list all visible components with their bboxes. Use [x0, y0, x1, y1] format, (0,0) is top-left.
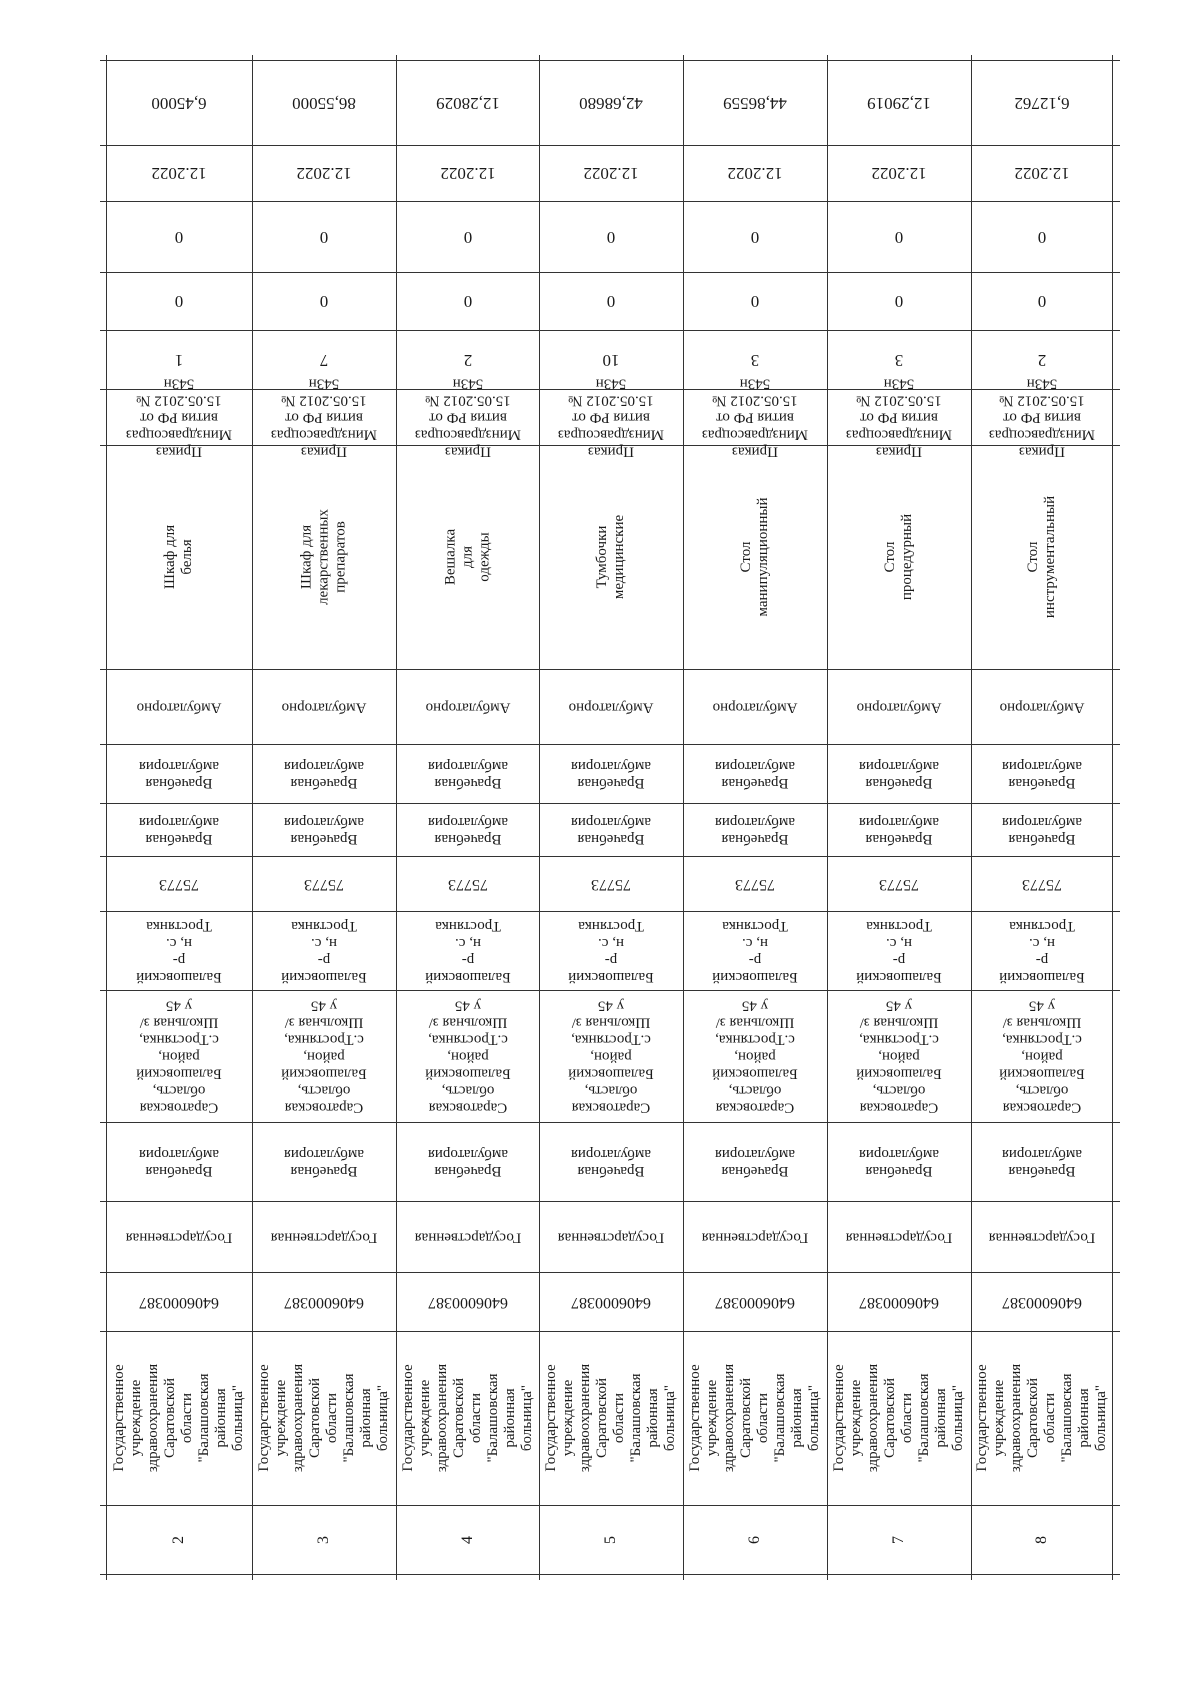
- cell-text-code: 6406000387: [284, 1293, 364, 1311]
- table-cell-equipment: [684, 445, 826, 669]
- table-cell-date: [253, 145, 395, 201]
- table-cell-postcode: [107, 856, 251, 911]
- cell-text-order: Приказ Минздравсоцраз вития РФ от 15.05.2012 № 543н: [270, 375, 378, 460]
- cell-text-institution: Государственное учреждение здравоохранения Саратовской области "Балашовская районная больница": [543, 1363, 678, 1473]
- table-cell-locality: [107, 911, 251, 990]
- table-cell-code: [397, 1272, 538, 1331]
- table-cell-care: [540, 669, 682, 744]
- cell-text-v1: 0: [1037, 292, 1046, 311]
- cell-text-address: Саратовская область, Балашовский район, с.Тростянка, Школьная з/у 45: [998, 997, 1085, 1116]
- cell-text-locality: Балашовский р- н, с. Тростянка: [856, 917, 942, 985]
- cell-text-type: Врачебная амбулатория: [714, 1145, 796, 1179]
- cell-text-address: Саратовская область, Балашовский район, с.Тростянка, Школьная з/у 45: [424, 997, 511, 1116]
- table-cell-ownership: [684, 1201, 826, 1272]
- table-cell-num: [684, 1505, 826, 1574]
- table-cell-type: [397, 1122, 538, 1201]
- cell-text-code: 6406000387: [859, 1293, 939, 1311]
- cell-text-postcode: 75773: [735, 875, 775, 893]
- cell-text-v1: 0: [463, 292, 472, 311]
- cell-text-v2: 0: [606, 227, 616, 247]
- cell-text-order: Приказ Минздравсоцраз вития РФ от 15.05.2012 № 543н: [557, 375, 665, 460]
- table-cell-order: [540, 375, 682, 460]
- table-cell-institution: [972, 1331, 1111, 1505]
- table-row: [684, 60, 826, 1574]
- cell-text-v2: 0: [894, 227, 904, 247]
- cell-text-num: 3: [315, 1535, 332, 1544]
- table-row: [540, 60, 682, 1574]
- cell-text-address: Саратовская область, Балашовский район, с.Тростянка, Школьная з/у 45: [281, 997, 367, 1116]
- cell-text-postcode: 75773: [159, 875, 199, 893]
- table-row: [253, 60, 395, 1574]
- cell-text-care: Амбулаторно: [856, 699, 942, 715]
- table-cell-v1: [684, 272, 826, 330]
- cell-text-subdivision2: Врачебная амбулатория: [570, 757, 652, 791]
- table-cell-v2: [253, 201, 395, 272]
- table-cell-address: [972, 990, 1111, 1122]
- cell-text-v2: 0: [750, 227, 760, 247]
- cell-text-institution: Государственное учреждение здравоохранения Саратовской области "Балашовская районная больница": [687, 1363, 822, 1473]
- table-cell-locality: [972, 911, 1111, 990]
- cell-text-subdivision1: Врачебная амбулатория: [570, 813, 652, 847]
- table-cell-subdivision2: [540, 744, 682, 803]
- table-cell-postcode: [972, 856, 1111, 911]
- cell-text-ownership: Государственная: [270, 1229, 378, 1245]
- table-cell-code: [253, 1272, 395, 1331]
- cell-text-qty: 3: [894, 350, 904, 370]
- table-cell-v2: [397, 201, 538, 272]
- cell-text-care: Амбулаторно: [425, 699, 510, 715]
- cell-text-care: Амбулаторно: [568, 699, 654, 715]
- cell-text-institution: Государственное учреждение здравоохранения Саратовской области "Балашовская районная больница": [831, 1363, 966, 1473]
- cell-text-postcode: 75773: [879, 875, 919, 893]
- cell-text-code: 6406000387: [427, 1293, 508, 1311]
- cell-text-equipment: Стол манипуляционный: [738, 497, 771, 617]
- table-cell-code: [540, 1272, 682, 1331]
- cell-text-equipment: Стол инструментальный: [1024, 495, 1058, 619]
- cell-text-code: 6406000387: [571, 1293, 651, 1311]
- cell-text-locality: Балашовский р- н, с. Тростянка: [136, 917, 222, 985]
- table-cell-care: [684, 669, 826, 744]
- table-row: [397, 60, 538, 1574]
- cell-text-subdivision2: Врачебная амбулатория: [138, 757, 220, 791]
- cell-text-sum: 12,29019: [867, 93, 931, 113]
- cell-text-equipment: Шкаф для лекарственных препаратов: [298, 509, 349, 605]
- table-cell-postcode: [684, 856, 826, 911]
- cell-text-date: 12.2022: [439, 164, 496, 183]
- cell-text-equipment: Стол процедурный: [882, 513, 915, 601]
- cell-text-sum: 6,45000: [151, 93, 207, 113]
- table-cell-v2: [684, 201, 826, 272]
- table-cell-v1: [397, 272, 538, 330]
- cell-text-care: Амбулаторно: [281, 699, 367, 715]
- table-cell-care: [397, 669, 538, 744]
- table-cell-address: [684, 990, 826, 1122]
- cell-text-postcode: 75773: [304, 875, 344, 893]
- cell-text-qty: 7: [319, 350, 329, 370]
- cell-text-subdivision1: Врачебная амбулатория: [858, 813, 940, 847]
- table-cell-ownership: [107, 1201, 251, 1272]
- cell-text-order: Приказ Минздравсоцраз вития РФ от 15.05.2012 № 543н: [701, 375, 809, 460]
- cell-text-locality: Балашовский р- н, с. Тростянка: [424, 917, 511, 985]
- cell-text-subdivision1: Врачебная амбулатория: [283, 813, 365, 847]
- table-cell-equipment: [397, 445, 538, 669]
- table-cell-date: [684, 145, 826, 201]
- table-cell-subdivision2: [972, 744, 1111, 803]
- table-cell-ownership: [828, 1201, 970, 1272]
- table-cell-care: [107, 669, 251, 744]
- cell-text-institution: Государственное учреждение здравоохранения Саратовской области "Балашовская районная больница": [111, 1363, 246, 1473]
- table-cell-num: [540, 1505, 682, 1574]
- table-cell-sum: [972, 60, 1111, 145]
- table-cell-ownership: [540, 1201, 682, 1272]
- cell-text-ownership: Государственная: [557, 1229, 665, 1245]
- table-cell-subdivision1: [828, 803, 970, 856]
- table-cell-subdivision2: [684, 744, 826, 803]
- table-cell-ownership: [253, 1201, 395, 1272]
- cell-text-locality: Балашовский р- н, с. Тростянка: [998, 917, 1085, 985]
- cell-text-qty: 3: [750, 350, 760, 370]
- cell-text-num: 2: [170, 1535, 187, 1544]
- cell-text-type: Врачебная амбулатория: [1001, 1145, 1082, 1179]
- cell-text-locality: Балашовский р- н, с. Тростянка: [568, 917, 654, 985]
- table-cell-locality: [684, 911, 826, 990]
- cell-text-address: Саратовская область, Балашовский район, с.Тростянка, Школьная з/у 45: [568, 997, 654, 1116]
- table-cell-address: [540, 990, 682, 1122]
- table-cell-equipment: [972, 445, 1111, 669]
- cell-text-subdivision2: Врачебная амбулатория: [283, 757, 365, 791]
- table-cell-postcode: [540, 856, 682, 911]
- table-cell-subdivision2: [107, 744, 251, 803]
- table-cell-date: [828, 145, 970, 201]
- cell-text-care: Амбулаторно: [136, 699, 222, 715]
- table-cell-institution: [253, 1331, 395, 1505]
- table-cell-subdivision1: [397, 803, 538, 856]
- cell-text-subdivision1: Врачебная амбулатория: [1001, 813, 1082, 847]
- table-cell-v2: [540, 201, 682, 272]
- cell-text-qty: 10: [602, 350, 620, 370]
- table-cell-sum: [540, 60, 682, 145]
- cell-text-type: Врачебная амбулатория: [138, 1145, 220, 1179]
- cell-text-address: Саратовская область, Балашовский район, с.Тростянка, Школьная з/у 45: [712, 997, 798, 1116]
- table-grid-line: [1112, 55, 1113, 1580]
- table-cell-order: [107, 375, 251, 460]
- table-cell-num: [397, 1505, 538, 1574]
- cell-text-address: Саратовская область, Балашовский район, с.Тростянка, Школьная з/у 45: [856, 997, 942, 1116]
- table-cell-locality: [828, 911, 970, 990]
- cell-text-postcode: 75773: [447, 875, 488, 893]
- table-cell-care: [253, 669, 395, 744]
- cell-text-care: Амбулаторно: [999, 699, 1084, 715]
- cell-text-num: 7: [890, 1535, 907, 1544]
- cell-text-ownership: Государственная: [988, 1229, 1095, 1245]
- cell-text-v1: 0: [319, 292, 329, 311]
- cell-text-locality: Балашовский р- н, с. Тростянка: [281, 917, 367, 985]
- cell-text-sum: 44,86559: [723, 93, 787, 113]
- table-cell-subdivision1: [972, 803, 1111, 856]
- table-cell-num: [828, 1505, 970, 1574]
- cell-text-equipment: Тумбочки медицинские: [594, 514, 627, 600]
- cell-text-subdivision1: Врачебная амбулатория: [714, 813, 796, 847]
- table-cell-date: [107, 145, 251, 201]
- table-cell-code: [107, 1272, 251, 1331]
- table-cell-equipment: [540, 445, 682, 669]
- table-row: [828, 60, 970, 1574]
- table-cell-equipment: [107, 445, 251, 669]
- cell-text-type: Врачебная амбулатория: [858, 1145, 940, 1179]
- table-cell-institution: [107, 1331, 251, 1505]
- table-cell-ownership: [397, 1201, 538, 1272]
- cell-text-qty: 2: [1037, 350, 1046, 370]
- cell-text-v1: 0: [894, 292, 904, 311]
- cell-text-v1: 0: [606, 292, 616, 311]
- cell-text-institution: Государственное учреждение здравоохранения Саратовской области "Балашовская районная больница": [399, 1363, 535, 1473]
- table-cell-sum: [253, 60, 395, 145]
- table-cell-v2: [107, 201, 251, 272]
- table-cell-order: [828, 375, 970, 460]
- table-cell-postcode: [253, 856, 395, 911]
- cell-text-subdivision2: Врачебная амбулатория: [427, 757, 508, 791]
- cell-text-order: Приказ Минздравсоцраз вития РФ от 15.05.2012 № 543н: [414, 375, 521, 460]
- table-cell-date: [972, 145, 1111, 201]
- cell-text-type: Врачебная амбулатория: [283, 1145, 365, 1179]
- cell-text-v1: 0: [174, 292, 184, 311]
- cell-text-num: 6: [746, 1535, 763, 1544]
- table-row: [107, 60, 251, 1574]
- cell-text-locality: Балашовский р- н, с. Тростянка: [712, 917, 798, 985]
- table-cell-v1: [540, 272, 682, 330]
- table-cell-code: [828, 1272, 970, 1331]
- table-cell-v2: [972, 201, 1111, 272]
- table-cell-type: [107, 1122, 251, 1201]
- table-cell-institution: [397, 1331, 538, 1505]
- cell-text-num: 8: [1032, 1535, 1050, 1544]
- cell-text-ownership: Государственная: [125, 1229, 233, 1245]
- table-cell-subdivision2: [397, 744, 538, 803]
- table-cell-equipment: [253, 445, 395, 669]
- cell-text-v1: 0: [750, 292, 760, 311]
- table-cell-v1: [828, 272, 970, 330]
- table-cell-subdivision1: [253, 803, 395, 856]
- cell-text-v2: 0: [463, 227, 472, 247]
- table-cell-sum: [684, 60, 826, 145]
- cell-text-ownership: Государственная: [845, 1229, 953, 1245]
- table-cell-sum: [828, 60, 970, 145]
- cell-text-subdivision1: Врачебная амбулатория: [427, 813, 508, 847]
- cell-text-code: 6406000387: [139, 1293, 219, 1311]
- table-cell-subdivision2: [828, 744, 970, 803]
- table-cell-order: [684, 375, 826, 460]
- table-cell-subdivision2: [253, 744, 395, 803]
- cell-text-date: 12.2022: [296, 164, 352, 183]
- table-cell-order: [972, 375, 1111, 460]
- cell-text-v2: 0: [174, 227, 184, 247]
- table-cell-type: [684, 1122, 826, 1201]
- cell-text-equipment: Шкаф для белья: [162, 524, 195, 590]
- table-cell-care: [972, 669, 1111, 744]
- cell-text-num: 5: [602, 1535, 619, 1544]
- table-cell-subdivision1: [684, 803, 826, 856]
- cell-text-ownership: Государственная: [414, 1229, 521, 1245]
- table-row: [972, 60, 1111, 1574]
- table-cell-v1: [972, 272, 1111, 330]
- table-cell-postcode: [828, 856, 970, 911]
- cell-text-date: 12.2022: [1013, 164, 1070, 183]
- table-cell-num: [107, 1505, 251, 1574]
- cell-text-type: Врачебная амбулатория: [427, 1145, 508, 1179]
- cell-text-address: Саратовская область, Балашовский район, с.Тростянка, Школьная з/у 45: [136, 997, 222, 1116]
- cell-text-type: Врачебная амбулатория: [570, 1145, 652, 1179]
- cell-text-code: 6406000387: [715, 1293, 795, 1311]
- cell-text-sum: 86,55000: [292, 93, 356, 113]
- cell-text-date: 12.2022: [727, 164, 783, 183]
- cell-text-institution: Государственное учреждение здравоохранения Саратовской области "Балашовская районная больница": [973, 1363, 1109, 1473]
- cell-text-order: Приказ Минздравсоцраз вития РФ от 15.05.2012 № 543н: [988, 375, 1095, 460]
- table-cell-institution: [540, 1331, 682, 1505]
- table-cell-order: [253, 375, 395, 460]
- cell-text-date: 12.2022: [151, 164, 207, 183]
- table-cell-institution: [684, 1331, 826, 1505]
- cell-text-equipment: Вешалка для одежды: [442, 528, 492, 586]
- table-cell-address: [107, 990, 251, 1122]
- table-cell-institution: [828, 1331, 970, 1505]
- cell-text-postcode: 75773: [591, 875, 631, 893]
- table-cell-sum: [107, 60, 251, 145]
- cell-text-sum: 6,12762: [1013, 93, 1070, 113]
- table-cell-date: [397, 145, 538, 201]
- cell-text-ownership: Государственная: [701, 1229, 809, 1245]
- table-cell-subdivision1: [540, 803, 682, 856]
- cell-text-subdivision2: Врачебная амбулатория: [714, 757, 796, 791]
- table-cell-num: [972, 1505, 1111, 1574]
- table-grid-line: [100, 1574, 1120, 1575]
- table-cell-type: [828, 1122, 970, 1201]
- cell-text-subdivision1: Врачебная амбулатория: [138, 813, 220, 847]
- cell-text-qty: 2: [463, 350, 472, 370]
- cell-text-sum: 42,68680: [579, 93, 643, 113]
- table-cell-address: [397, 990, 538, 1122]
- table-cell-type: [253, 1122, 395, 1201]
- table-cell-ownership: [972, 1201, 1111, 1272]
- table-cell-equipment: [828, 445, 970, 669]
- table-cell-locality: [253, 911, 395, 990]
- cell-text-order: Приказ Минздравсоцраз вития РФ от 15.05.2012 № 543н: [125, 375, 233, 460]
- table-cell-v1: [107, 272, 251, 330]
- table-cell-locality: [540, 911, 682, 990]
- table-cell-code: [972, 1272, 1111, 1331]
- cell-text-care: Амбулаторно: [712, 699, 798, 715]
- cell-text-postcode: 75773: [1021, 875, 1062, 893]
- cell-text-subdivision2: Врачебная амбулатория: [858, 757, 940, 791]
- cell-text-date: 12.2022: [583, 164, 639, 183]
- cell-text-institution: Государственное учреждение здравоохранения Саратовской области "Балашовская районная больница": [256, 1363, 391, 1473]
- table-cell-date: [540, 145, 682, 201]
- table-cell-address: [828, 990, 970, 1122]
- table-cell-care: [828, 669, 970, 744]
- table-cell-v2: [828, 201, 970, 272]
- table-cell-order: [397, 375, 538, 460]
- table-cell-type: [972, 1122, 1111, 1201]
- cell-text-v2: 0: [1037, 227, 1046, 247]
- table-cell-sum: [397, 60, 538, 145]
- cell-text-date: 12.2022: [871, 164, 927, 183]
- cell-text-num: 4: [458, 1535, 476, 1544]
- cell-text-sum: 12,28029: [435, 93, 500, 113]
- table-cell-subdivision1: [107, 803, 251, 856]
- table-cell-locality: [397, 911, 538, 990]
- table-cell-address: [253, 990, 395, 1122]
- cell-text-qty: 1: [174, 350, 184, 370]
- cell-text-order: Приказ Минздравсоцраз вития РФ от 15.05.2012 № 543н: [845, 375, 953, 460]
- table-cell-type: [540, 1122, 682, 1201]
- cell-text-subdivision2: Врачебная амбулатория: [1001, 757, 1082, 791]
- cell-text-code: 6406000387: [1001, 1293, 1082, 1311]
- table-cell-num: [253, 1505, 395, 1574]
- table-cell-v1: [253, 272, 395, 330]
- table-cell-postcode: [397, 856, 538, 911]
- cell-text-v2: 0: [319, 227, 329, 247]
- table-cell-code: [684, 1272, 826, 1331]
